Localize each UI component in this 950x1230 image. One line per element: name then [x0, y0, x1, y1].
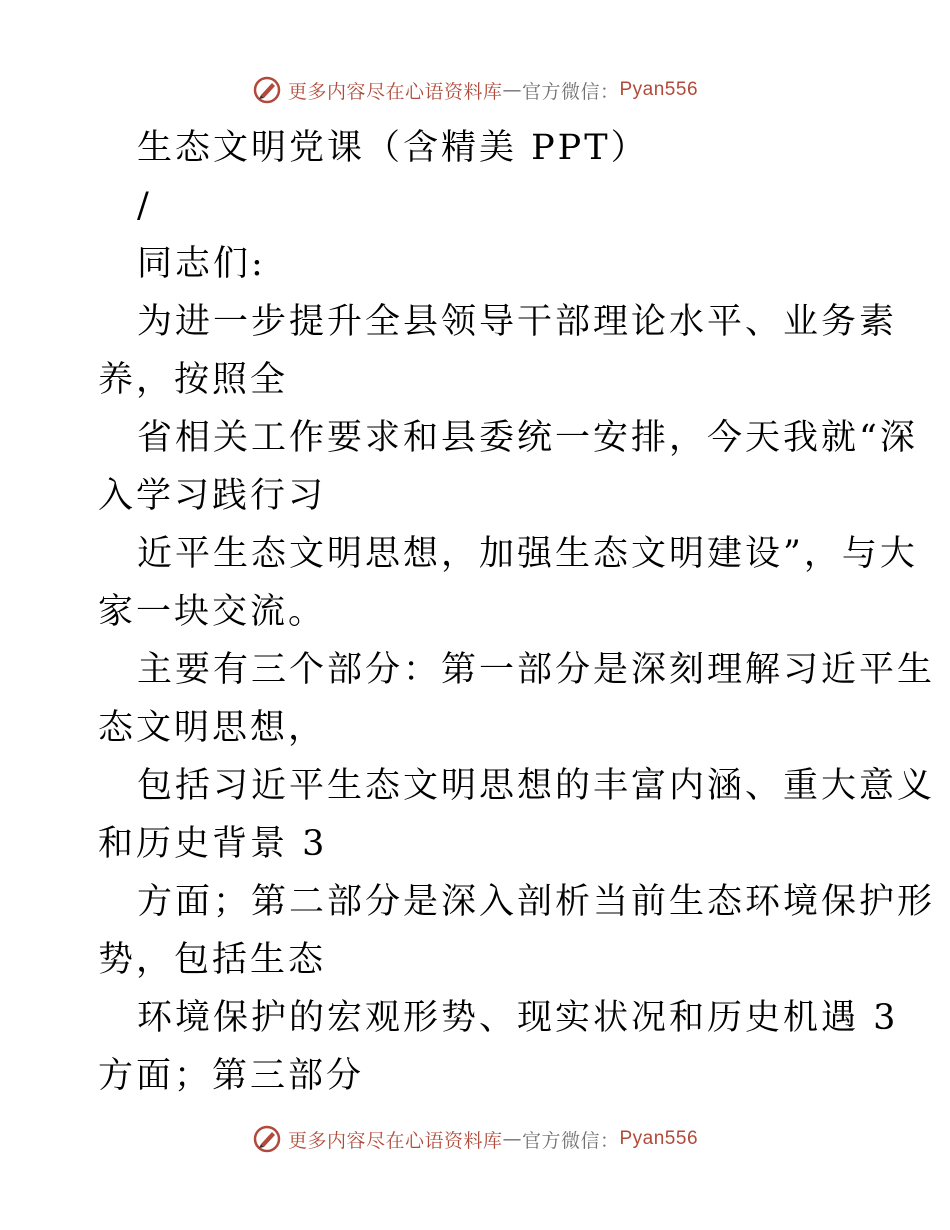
footer-watermark-banner — [0, 1119, 950, 1159]
paragraph-line: 包括习近平生态文明思想的丰富内涵、重大意义 — [137, 766, 936, 806]
banner-wechat-id: Pyan556 — [619, 1128, 699, 1149]
paragraph-line: 环境保护的宏观形势、现实状况和历史机遇 3 — [137, 998, 899, 1038]
banner-wechat-label: 官方微信： — [521, 1129, 620, 1152]
banner-separator: — — [502, 1128, 522, 1150]
paragraph-line: 养，按照全 — [98, 360, 289, 400]
paragraph-line: 方面；第二部分是深入剖析当前生态环境保护形 — [137, 882, 936, 922]
document-slash: / — [137, 186, 152, 226]
paragraph-line: 近平生态文明思想，加强生态文明建设”，与大 — [137, 534, 918, 574]
paragraph-line: 势，包括生态 — [98, 940, 327, 980]
banner-wechat-id: Pyan556 — [619, 79, 699, 100]
header-watermark-banner — [0, 70, 950, 110]
paragraph-line: 和历史背景 3 — [98, 824, 328, 864]
banner-wechat-label: 官方微信： — [521, 80, 620, 103]
paragraph-line: 省相关工作要求和县委统一安排，今天我就“深 — [137, 418, 918, 458]
paragraph-line: 为进一步提升全县领导干部理论水平、业务素 — [137, 302, 898, 342]
pen-circle-logo-icon — [252, 75, 282, 105]
paragraph-line: 家一块交流。 — [98, 592, 327, 632]
pen-circle-logo-icon — [252, 1124, 282, 1154]
document-title: 生态文明党课（含精美 PPT） — [137, 128, 649, 168]
banner-main-text: 更多内容尽在心语资料库 — [287, 1129, 503, 1152]
banner-main-text: 更多内容尽在心语资料库 — [287, 80, 503, 103]
banner-separator: — — [502, 79, 522, 101]
salutation: 同志们: — [137, 244, 266, 284]
paragraph-line: 方面；第三部分 — [98, 1056, 365, 1096]
paragraph-line: 入学习践行习 — [98, 476, 327, 516]
paragraph-line: 主要有三个部分：第一部分是深刻理解习近平生 — [137, 650, 936, 690]
paragraph-line: 态文明思想， — [98, 708, 327, 748]
